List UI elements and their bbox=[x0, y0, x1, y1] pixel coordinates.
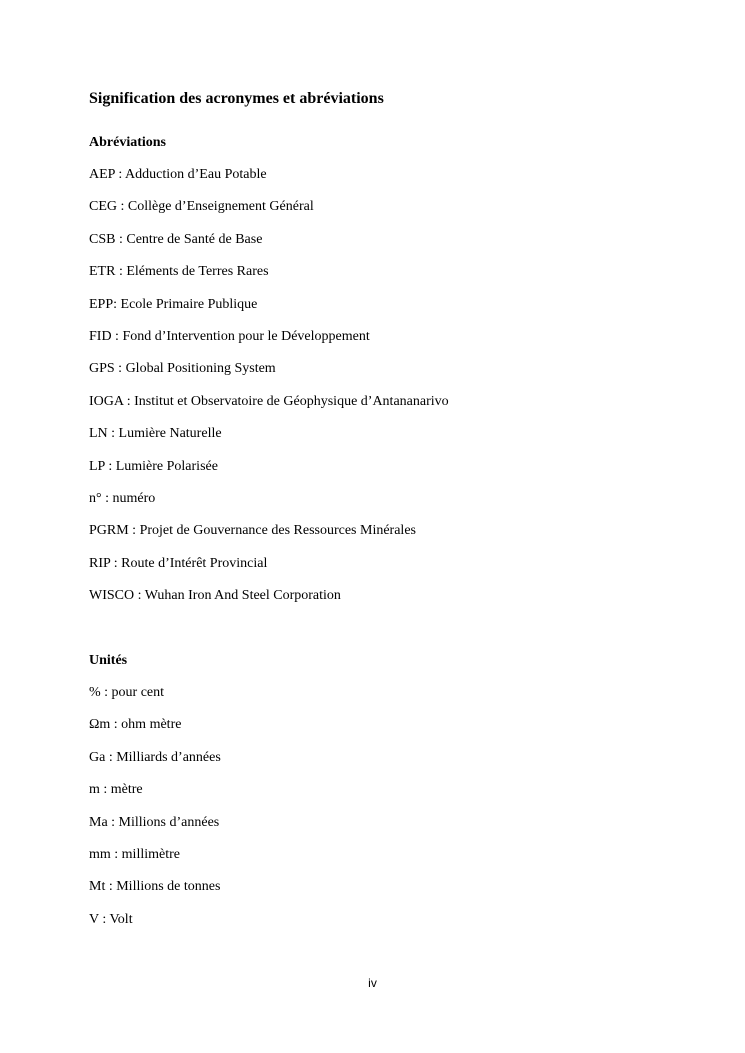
abbreviation-item: ETR : Eléments de Terres Rares bbox=[89, 264, 269, 280]
abbreviation-item: LP : Lumière Polarisée bbox=[89, 458, 218, 474]
abbreviation-item: EPP: Ecole Primaire Publique bbox=[89, 296, 258, 312]
unit-item: V : Volt bbox=[89, 911, 133, 927]
abbreviation-item: AEP : Adduction d’Eau Potable bbox=[89, 167, 267, 182]
unit-item: m : mètre bbox=[89, 782, 143, 798]
units-list bbox=[89, 684, 221, 943]
abbreviation-item: RIP : Route d’Intérêt Provincial bbox=[89, 555, 268, 571]
page-number: iv bbox=[368, 976, 377, 990]
abbreviation-item: CEG : Collège d’Enseignement Général bbox=[89, 199, 314, 215]
page-title: Signification des acronymes et abréviations bbox=[89, 90, 384, 107]
abbreviation-item: CSB : Centre de Santé de Base bbox=[89, 231, 263, 247]
abbreviation-item: LN : Lumière Naturelle bbox=[89, 426, 222, 442]
abbreviation-item: IOGA : Institut et Observatoire de Géophysique d’Antananarivo bbox=[89, 393, 449, 409]
abbreviations-list bbox=[89, 166, 449, 619]
abbreviation-item: FID : Fond d’Intervention pour le Développement bbox=[89, 328, 370, 344]
units-heading: Unités bbox=[89, 653, 128, 668]
unit-item: Ωm : ohm mètre bbox=[89, 717, 182, 733]
unit-item: % : pour cent bbox=[89, 685, 165, 700]
abbreviation-item: n° : numéro bbox=[89, 490, 156, 506]
unit-item: Ma : Millions d’années bbox=[89, 814, 220, 830]
abbreviation-item: WISCO : Wuhan Iron And Steel Corporation bbox=[89, 588, 341, 604]
unit-item: Ga : Milliards d’années bbox=[89, 749, 221, 765]
abbreviations-heading: Abréviations bbox=[89, 135, 166, 150]
abbreviation-item: GPS : Global Positioning System bbox=[89, 361, 276, 377]
unit-item: Mt : Millions de tonnes bbox=[89, 879, 221, 895]
abbreviation-item: PGRM : Projet de Gouvernance des Ressources Minérales bbox=[89, 523, 416, 539]
unit-item: mm : millimètre bbox=[89, 846, 180, 862]
